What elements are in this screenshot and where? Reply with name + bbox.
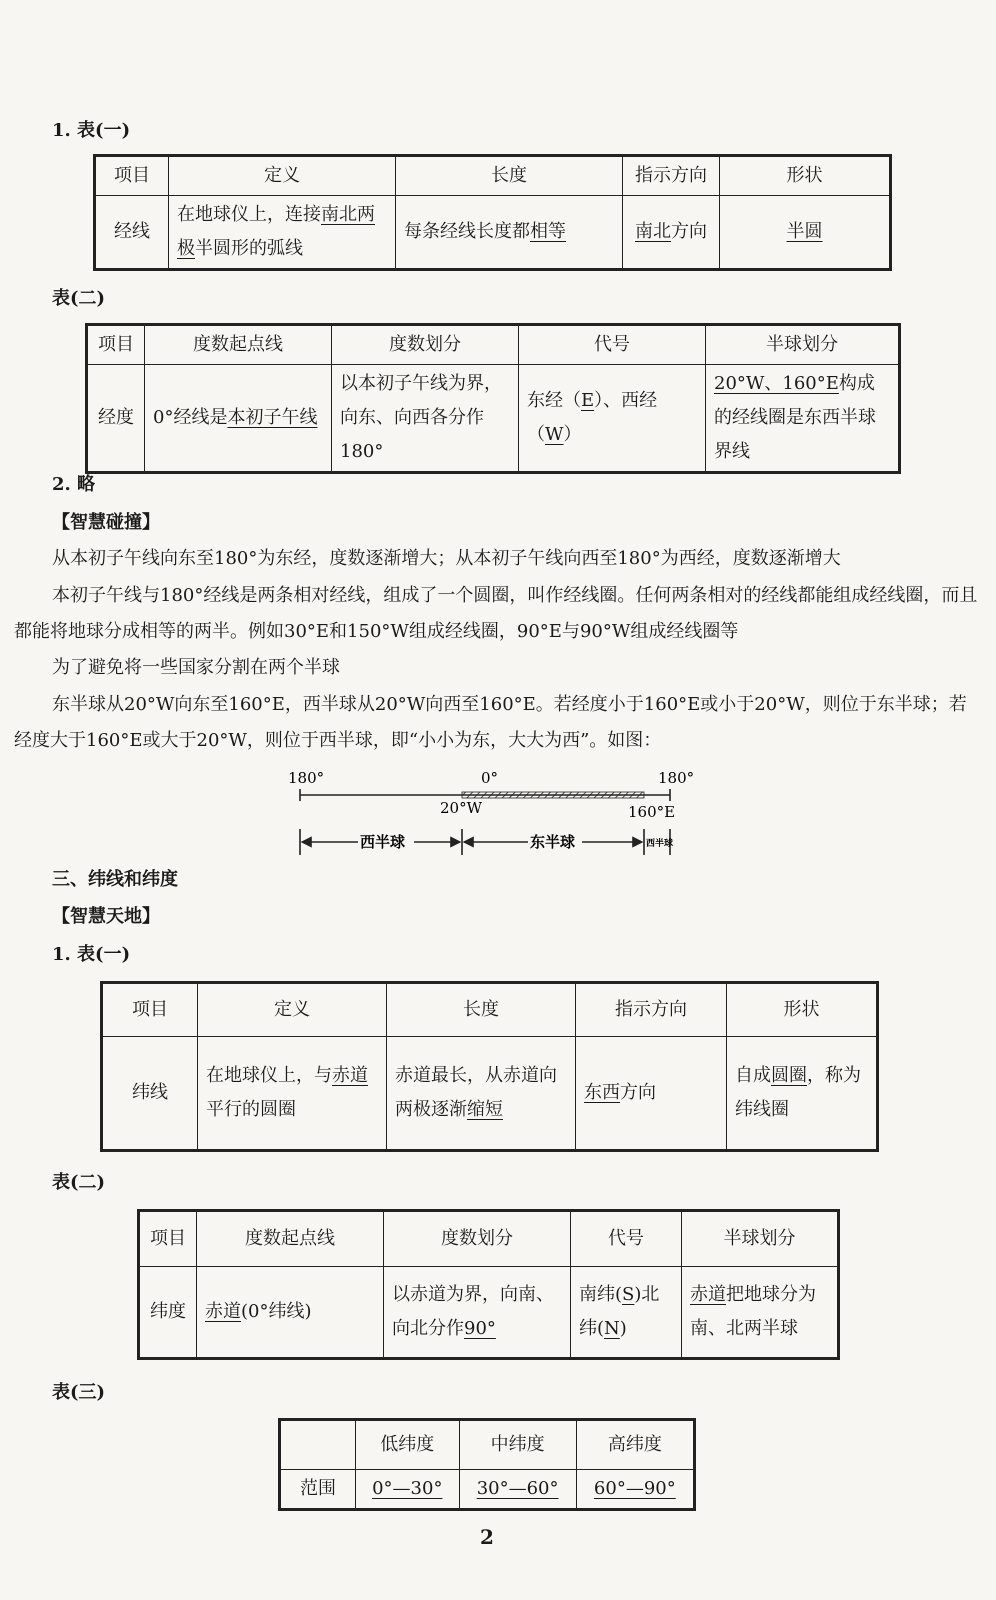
division-cell: 以赤道为界，向南、向北分作90°	[384, 1267, 571, 1359]
direction-cell: 东西方向	[576, 1037, 727, 1151]
paragraph-2: 本初子午线与180°经线是两条相对经线，组成了一个圆圈，叫作经线圈。任何两条相对的经线都能组成经线圈，而且都能将地球分成相等的两半。例如30°E和150°W组成经线圈，90°E与90°W组成经线圈等	[14, 585, 978, 642]
s3-table2-label: 表(二)	[52, 1172, 106, 1193]
header-cell: 指示方向	[576, 983, 727, 1037]
definition-cell: 在地球仪上，与赤道平行的圆圈	[198, 1037, 387, 1151]
west-hemisphere-label: 西半球	[360, 833, 406, 851]
header-cell: 项目	[139, 1211, 197, 1267]
paragraph-4: 东半球从20°W向东至160°E，西半球从20°W向西至160°E。若经度小于160°E或小于20°W，则位于东半球；若经度大于160°E或大于20°W，则位于西半球，即“小小为东，大大为西”。如图：	[14, 694, 967, 751]
length-cell: 赤道最长，从赤道向两极逐渐缩短	[387, 1037, 576, 1151]
header-cell: 半球划分	[706, 325, 900, 365]
hatched-band	[462, 792, 644, 798]
header-cell: 定义	[198, 983, 387, 1037]
header-cell: 项目	[87, 325, 145, 365]
hemisphere-cell: 赤道把地球分为南、北两半球	[682, 1267, 839, 1359]
label-180-left: 180°	[288, 769, 325, 787]
page-number: 2	[480, 1525, 494, 1549]
header-cell: 长度	[387, 983, 576, 1037]
shape-cell: 半圆	[720, 196, 891, 270]
header-cell	[280, 1420, 356, 1470]
label-180-right: 180°	[658, 769, 695, 787]
header-cell: 形状	[720, 156, 891, 196]
range-cell: 60°—90°	[576, 1470, 694, 1510]
header-cell: 低纬度	[356, 1420, 460, 1470]
meridian-table-1	[93, 154, 892, 271]
start-line-cell: 赤道(0°纬线)	[197, 1267, 384, 1359]
longitude-table-2	[85, 323, 901, 474]
row-head: 纬度	[139, 1267, 197, 1359]
header-cell: 代号	[571, 1211, 682, 1267]
header-cell: 长度	[396, 156, 623, 196]
table2-label: 表(二)	[52, 288, 106, 309]
header-cell: 指示方向	[623, 156, 720, 196]
label-160e: 160°E	[628, 803, 676, 821]
hemisphere-diagram	[280, 765, 700, 860]
wisdom-collision-title: 【智慧碰撞】	[52, 512, 160, 533]
header-cell: 形状	[727, 983, 878, 1037]
header-cell: 代号	[519, 325, 706, 365]
range-cell: 0°—30°	[356, 1470, 460, 1510]
paragraph-3: 为了避免将一些国家分割在两个半球	[52, 657, 340, 678]
row-head: 经度	[87, 365, 145, 473]
parallel-table-1	[100, 981, 879, 1152]
length-cell: 每条经线长度都相等	[396, 196, 623, 270]
row-head: 经线	[95, 196, 169, 270]
label-0: 0°	[481, 769, 499, 787]
header-cell: 度数起点线	[197, 1211, 384, 1267]
header-cell: 定义	[169, 156, 396, 196]
division-cell: 以本初子午线为界，向东、向西各分作180°	[332, 365, 519, 473]
latitude-table-2	[137, 1209, 840, 1360]
item-2: 2. 略	[52, 474, 96, 495]
header-cell: 高纬度	[576, 1420, 694, 1470]
east-hemisphere-label: 东半球	[530, 833, 576, 851]
header-cell: 度数起点线	[145, 325, 332, 365]
wisdom-world-title: 【智慧天地】	[52, 906, 160, 927]
header-cell: 度数划分	[332, 325, 519, 365]
header-cell: 项目	[95, 156, 169, 196]
start-line-cell: 0°经线是本初子午线	[145, 365, 332, 473]
code-cell: 东经（E）、西经（W）	[519, 365, 706, 473]
paragraph-1: 从本初子午线向东至180°为东经，度数逐渐增大；从本初子午线向西至180°为西经，度数逐渐增大	[52, 548, 841, 569]
s3-table1-label: 1. 表(一)	[52, 944, 131, 965]
latitude-range-table-3	[278, 1418, 696, 1511]
west-hemisphere-small-label: 西半球	[646, 839, 674, 849]
s3-table3-label: 表(三)	[52, 1382, 106, 1403]
shape-cell: 自成圆圈，称为纬线圈	[727, 1037, 878, 1151]
label-20w: 20°W	[440, 799, 483, 817]
table1-label: 1. 表(一)	[52, 120, 131, 141]
direction-cell: 南北方向	[623, 196, 720, 270]
header-cell: 项目	[102, 983, 198, 1037]
code-cell: 南纬(S)北纬(N)	[571, 1267, 682, 1359]
header-cell: 度数划分	[384, 1211, 571, 1267]
range-cell: 30°—60°	[459, 1470, 576, 1510]
section3-heading: 三、纬线和纬度	[52, 869, 178, 890]
hemisphere-cell: 20°W、160°E构成的经线圈是东西半球界线	[706, 365, 900, 473]
row-head: 纬线	[102, 1037, 198, 1151]
definition-cell: 在地球仪上，连接南北两极半圆形的弧线	[169, 196, 396, 270]
header-cell: 中纬度	[459, 1420, 576, 1470]
row-head: 范围	[280, 1470, 356, 1510]
header-cell: 半球划分	[682, 1211, 839, 1267]
